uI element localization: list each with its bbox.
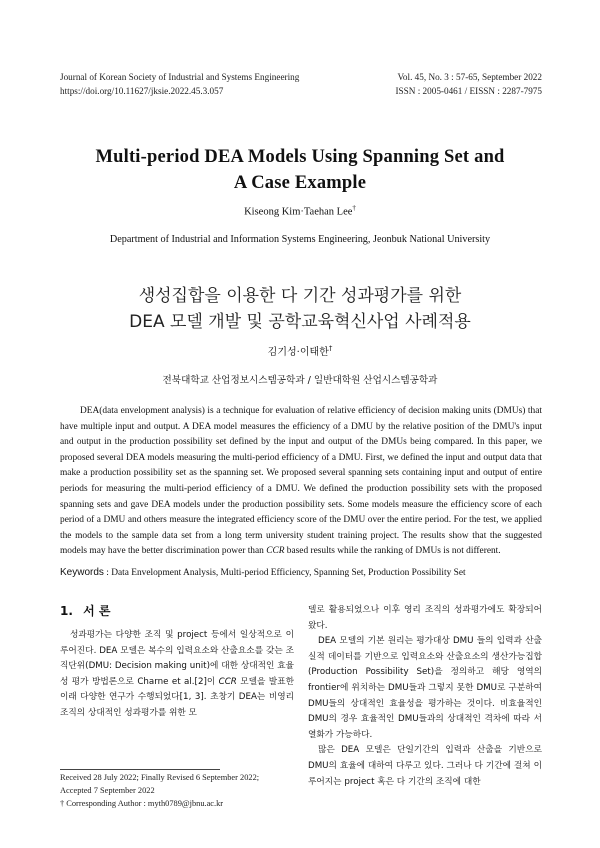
paper-title-en [40,144,560,196]
paragraph: 델로 활용되었으나 이후 영리 조직의 성과평가에도 확장되어 왔다. [308,605,542,631]
body-column-right [308,603,542,790]
paragraph-text: 성과평가는 다양한 조직 및 project 등에서 일상적으로 이루어진다. DEA 모델은 복수의 입력요소와 산출요소를 갖는 조직단위(DMU: Decision making unit)에 대한 상대적인 효율성 평가 방법론으로 Charne et al.[2]이 [60,630,294,687]
title-en-line1: Multi-period DEA Models Using Spanning Set and [95,147,505,167]
dagger-mark: † [60,799,65,808]
title-ko-line1: 생성집합을 이용한 다 기간 성과평가를 위한 [138,286,462,306]
author-names-ko: 김기성·이태한 [267,347,329,358]
journal-name: Journal of Korean Society of Industrial and Systems Engineering [60,72,300,82]
affiliation-ko: 전북대학교 산업정보시스템공학과 / 일반대학원 산업시스템공학과 [162,375,438,386]
doi-link[interactable]: https://doi.org/10.11627/jksie.2022.45.3.057 [60,86,224,96]
footnotes [60,771,300,810]
accepted-date: Accepted 7 September 2022 [60,786,155,795]
issn-info: ISSN : 2005-0461 / EISSN : 2287-7975 [395,86,542,96]
corresponding-mark: † [352,204,356,212]
section-heading [60,602,110,619]
paragraph: DEA 모델의 기본 원리는 평가대상 DMU 들의 입력과 산출 실적 데이터를 기반으로 입력요소와 산출요소의 생산가능집합(Production Possibility Set)을 정의하고 해당 영역의 frontier에 위치하는 DMU들과 그렇지 못한 DMU로 구분하여 DMU들의 상대적인 효율성을 평가하는 것이다. 비효율적인 DMU의 경우 효율적인 DMU들과의 상대적인 격차에 따라 서열화가 가능하다. [308,636,542,740]
title-en-line2: A Case Example [233,173,367,193]
received-date: Received 28 July 2022; Finally Revised 6 September 2022; [60,773,260,782]
abstract-text-2: based results while the ranking of DMUs is not different. [284,546,501,557]
corresponding-email[interactable]: Corresponding Author : myth0789@jbnu.ac.kr [64,799,224,808]
volume-info: Vol. 45, No. 3 : 57-65, September 2022 [397,72,542,82]
keywords-label: Keywords [60,567,104,578]
paragraph [60,628,294,722]
body-column-left [60,628,294,722]
keywords [60,567,542,578]
author-names-en: Kiseong Kim·Taehan Lee [244,206,353,218]
section-number: 1. [60,604,73,618]
footnote-divider [60,769,220,770]
section-title: 서 론 [83,604,111,618]
ccr-term: CCR [218,676,237,687]
abstract-text-1: DEA(data envelopment analysis) is a technique for evaluation of relative efficiency of decision making units (DMUs) that have multiple input and output. A DEA model measures the efficiency of a DMU by the relative position of the DMU's input and output in the production possibility set defined by the input and output of the DMUs being compared. In this paper, we proposed several DEA models measuring the multi-period efficiency of a DMU. First, we defined the input and output data that make a production possibility set as the spanning set. We proposed several spanning sets containing input and output of entire periods for measuring the multi-period efficiency of a DMU. We defined the production possibility sets with the proposed spanning sets and gave DEA models under the production possibility sets. Some models measure the efficiency score of each period of a DMU and others measure the integrated efficiency score of the DMU over the entire period. For the test, we applied the models to the sample data set from a long term university student training project. The results show that the suggested models may have the better discrimination power than [60,406,542,557]
keywords-text: Data Envelopment Analysis, Multi-period Efficiency, Spanning Set, Production Possibility Set [111,568,466,578]
authors-en [0,204,600,218]
affiliation-en: Department of Industrial and Information Systems Engineering, Jeonbuk National University [109,234,491,245]
paragraph: 많은 DEA 모델은 단일기간의 입력과 산출을 기반으로 DMU의 효율에 대하여 다루고 있다. 그러나 다 기간에 걸쳐 이루어지는 project 혹은 다 기간의 조직에 대한 [308,745,542,787]
paragraph-text: 모델을 발표한 이래 다양한 연구가 수행되었다[1, 3]. 초창기 DEA는 비영리 조직의 상대적인 성과평가를 위한 모 [60,676,294,718]
title-ko-line2: DEA 모델 개발 및 공학교육혁신사업 사례적용 [129,312,471,332]
paper-title-ko [40,283,560,335]
authors-ko [0,343,600,358]
running-header-left [60,70,299,98]
abstract-ccr: CCR [266,546,285,557]
running-header-right [396,70,543,98]
keywords-separator: : [103,568,112,578]
corresponding-author [60,797,300,810]
corresponding-mark-ko: † [328,344,333,353]
abstract [60,404,542,560]
